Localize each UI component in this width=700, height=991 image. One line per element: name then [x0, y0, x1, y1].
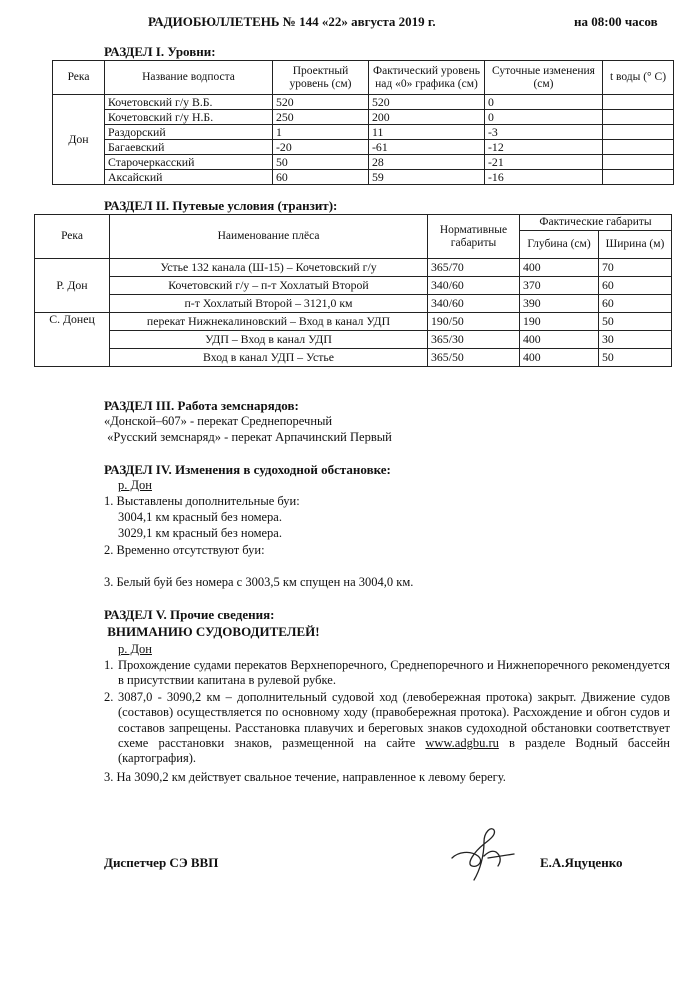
signature-icon	[444, 822, 524, 886]
depth-cell: 400	[520, 349, 599, 367]
width-cell: 60	[599, 277, 672, 295]
actual-cell: -61	[369, 140, 485, 155]
river-cell: Дон	[53, 95, 105, 185]
section5-item1-num: 1.	[104, 658, 114, 672]
width-cell: 60	[599, 295, 672, 313]
width-cell: 70	[599, 259, 672, 277]
post-cell: Кочетовский г/у В.Б.	[105, 95, 273, 110]
section5-item1: Прохождение судами перекатов Верхнепоречного, Среднепоречного и Нижнепоречного рекомендуется в присутствии капитана в рулевой рубке.	[118, 658, 670, 688]
temp-cell	[603, 140, 674, 155]
river-cell: Р. Дон	[35, 259, 110, 313]
project-cell: 1	[273, 125, 369, 140]
bulletin-time: на 08:00 часов	[574, 14, 658, 29]
table-row	[35, 295, 672, 313]
depth-cell: 190	[520, 313, 599, 331]
norm-cell: 340/60	[428, 295, 520, 313]
width-cell: 50	[599, 313, 672, 331]
section4-item1a: 3004,1 км красный без номера.	[118, 510, 282, 524]
norm-cell: 340/60	[428, 277, 520, 295]
col-actual: Фактический уровень над «0» графика (см)	[369, 61, 485, 95]
post-cell: Старочеркасский	[105, 155, 273, 170]
depth-cell: 390	[520, 295, 599, 313]
section4-item1b: 3029,1 км красный без номера.	[118, 526, 282, 540]
section5-item2-text: 3087,0 - 3090,2 км – дополнительный судовой ход (левобережная протока) закрыт. Движение судов (составов) осуществляется по основному ходу (правобережная протока). Расхождение и обгон судов и составов запрещены. Расстановка плавучих и береговых знаков судоходной обстановки соответствует схеме расстановки знаков, размещенной на сайте	[118, 690, 670, 750]
post-cell: Кочетовский г/у Н.Б.	[105, 110, 273, 125]
change-cell: 0	[485, 110, 603, 125]
width-cell: 50	[599, 349, 672, 367]
change-cell: 0	[485, 95, 603, 110]
reach-cell: УДП – Вход в канал УДП	[110, 331, 428, 349]
reach-cell: Кочетовский г/у – п-т Хохлатый Второй	[110, 277, 428, 295]
col-project: Проектный уровень (см)	[273, 61, 369, 95]
river-cell: С. Донец	[35, 313, 110, 367]
table-row	[53, 95, 674, 110]
table-row	[35, 313, 672, 331]
table-row	[53, 170, 674, 185]
section5-title: РАЗДЕЛ V. Прочие сведения:	[104, 607, 275, 622]
temp-cell	[603, 95, 674, 110]
depth-cell: 400	[520, 331, 599, 349]
site-link[interactable]: www.adgbu.ru	[425, 735, 499, 750]
section5-item3: 3. На 3090,2 км действует свальное течение, направленное к левому берегу.	[104, 770, 506, 784]
section5-item2	[118, 690, 670, 766]
col-post: Название водпоста	[105, 61, 273, 95]
section4-item3: 3. Белый буй без номера с 3003,5 км спущен на 3004,0 км.	[104, 575, 414, 589]
post-cell: Аксайский	[105, 170, 273, 185]
section5-item2-tail: в разделе Водный бассейн (картография).	[118, 735, 670, 766]
table-row	[35, 331, 672, 349]
norm-cell: 365/70	[428, 259, 520, 277]
section4-item2: 2. Временно отсутствуют буи:	[104, 543, 265, 557]
actual-cell: 28	[369, 155, 485, 170]
project-cell: 50	[273, 155, 369, 170]
col-river: Река	[35, 215, 110, 259]
table-row	[53, 110, 674, 125]
levels-header-row	[53, 61, 674, 95]
col-river: Река	[53, 61, 105, 95]
reach-cell: Вход в канал УДП – Устье	[110, 349, 428, 367]
temp-cell	[603, 155, 674, 170]
temp-cell	[603, 170, 674, 185]
reach-cell: перекат Нижнекалиновский – Вход в канал УДП	[110, 313, 428, 331]
section1-title: РАЗДЕЛ I. Уровни:	[104, 44, 216, 59]
table-row	[35, 349, 672, 367]
col-temp: t воды (° С)	[603, 61, 674, 95]
actual-cell: 59	[369, 170, 485, 185]
width-cell: 30	[599, 331, 672, 349]
section5-item2-num: 2.	[104, 690, 114, 704]
attention-heading: ВНИМАНИЮ СУДОВОДИТЕЛЕЙ!	[104, 624, 320, 639]
temp-cell	[603, 125, 674, 140]
project-cell: 520	[273, 95, 369, 110]
transit-table	[34, 214, 672, 367]
bulletin-title: РАДИОБЮЛЛЕТЕНЬ № 144 «22» августа 2019 г.	[148, 14, 436, 29]
table-row	[35, 259, 672, 277]
project-cell: -20	[273, 140, 369, 155]
project-cell: 250	[273, 110, 369, 125]
depth-cell: 400	[520, 259, 599, 277]
section4-title: РАЗДЕЛ IV. Изменения в судоходной обстановке:	[104, 462, 391, 477]
actual-cell: 520	[369, 95, 485, 110]
table-row	[53, 125, 674, 140]
col-norm: Нормативные габариты	[428, 215, 520, 259]
section4-river: р. Дон	[118, 478, 152, 492]
section3-title: РАЗДЕЛ III. Работа земснарядов:	[104, 398, 299, 413]
transit-header-row	[35, 215, 672, 231]
depth-cell: 370	[520, 277, 599, 295]
dredger-line-2: «Русский земснаряд» - перекат Арпачинский Первый	[104, 430, 392, 444]
dredger-line-1: «Донской–607» - перекат Среднепоречный	[104, 414, 333, 428]
norm-cell: 365/30	[428, 331, 520, 349]
post-cell: Раздорский	[105, 125, 273, 140]
levels-table	[52, 60, 674, 185]
actual-cell: 11	[369, 125, 485, 140]
table-row	[35, 277, 672, 295]
temp-cell	[603, 110, 674, 125]
change-cell: -3	[485, 125, 603, 140]
norm-cell: 190/50	[428, 313, 520, 331]
table-row	[53, 155, 674, 170]
col-change: Суточные изменения (см)	[485, 61, 603, 95]
project-cell: 60	[273, 170, 369, 185]
section5-river: р. Дон	[118, 642, 152, 656]
change-cell: -16	[485, 170, 603, 185]
col-width: Ширина (м)	[599, 231, 672, 259]
post-cell: Багаевский	[105, 140, 273, 155]
signatory-name: Е.А.Яцуценко	[540, 855, 623, 870]
norm-cell: 365/50	[428, 349, 520, 367]
col-actual-group: Фактические габариты	[520, 215, 672, 231]
section2-title: РАЗДЕЛ II. Путевые условия (транзит):	[104, 198, 338, 213]
signatory-position: Диспетчер СЭ ВВП	[104, 855, 219, 870]
section4-item1: 1. Выставлены дополнительные буи:	[104, 494, 300, 508]
reach-cell: Устье 132 канала (Ш-15) – Кочетовский г/у	[110, 259, 428, 277]
change-cell: -21	[485, 155, 603, 170]
change-cell: -12	[485, 140, 603, 155]
col-reach: Наименование плёса	[110, 215, 428, 259]
col-depth: Глубина (см)	[520, 231, 599, 259]
table-row	[53, 140, 674, 155]
actual-cell: 200	[369, 110, 485, 125]
reach-cell: п-т Хохлатый Второй – 3121,0 км	[110, 295, 428, 313]
